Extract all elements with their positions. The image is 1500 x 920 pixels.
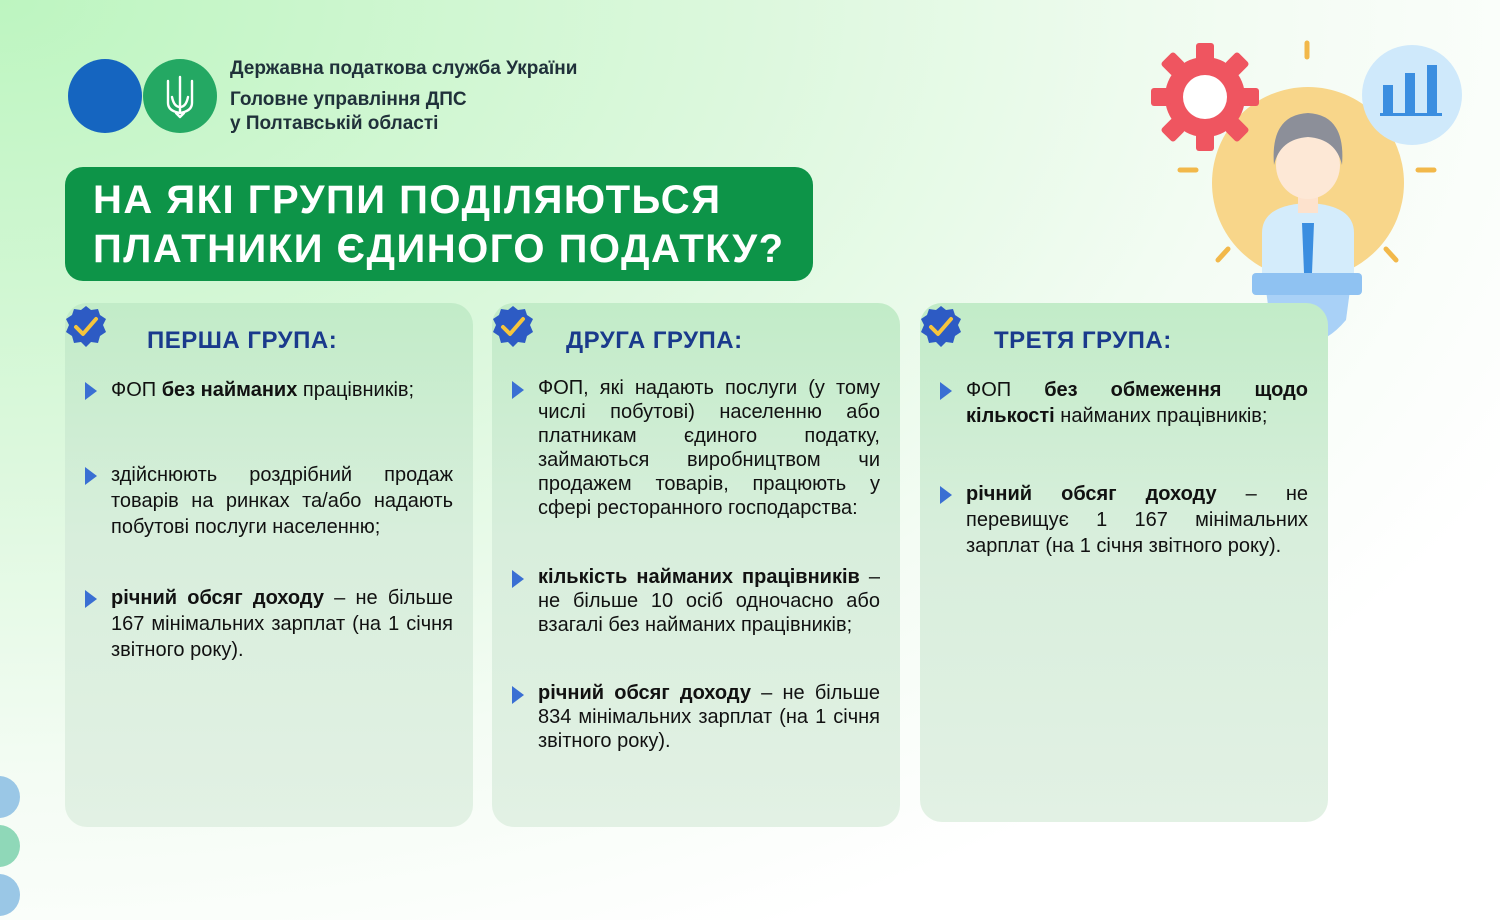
org-line-3-text: у Полтавській області xyxy=(230,113,439,134)
group-item xyxy=(966,377,1308,429)
item-bold-text: кількість найманих працівників xyxy=(538,566,860,588)
arrow-icon xyxy=(85,467,97,485)
item-text: ФОП, які надають послуги (у тому числі побутові) населенню або платникам єдиного податку, займаються виробництвом чи продажем товарів, працюють у сфері ресторанного господарства: xyxy=(538,377,880,519)
org-line-2 xyxy=(230,88,577,136)
organization-name xyxy=(230,56,577,136)
group-card-third xyxy=(920,303,1328,822)
arrow-icon xyxy=(512,686,524,704)
group-item xyxy=(538,376,880,520)
group-item xyxy=(538,681,880,753)
arrow-icon xyxy=(940,486,952,504)
group-card-first xyxy=(65,303,473,827)
group-item xyxy=(538,565,880,637)
group-item xyxy=(111,377,453,403)
item-text: здійснюють роздрібний продаж товарів на ринках та/або надають побутові послуги населенню; xyxy=(111,464,453,538)
group-title: ТРЕТЯ ГРУПА: xyxy=(994,327,1172,354)
item-text: ФОП xyxy=(966,379,1045,401)
title-line-2: ПЛАТНИКИ ЄДИНОГО ПОДАТКУ? xyxy=(93,227,785,271)
decorative-circle xyxy=(0,825,20,867)
item-bold-text: річний обсяг доходу xyxy=(111,587,324,609)
check-badge-icon xyxy=(490,304,536,350)
item-text: – не більше 167 мінімальних зарплат (на 1 січня звітного року). xyxy=(111,587,454,661)
arrow-icon xyxy=(85,590,97,608)
group-item xyxy=(966,481,1308,559)
arrow-icon xyxy=(940,382,952,400)
group-item xyxy=(111,462,453,540)
item-text: – не більше 10 осіб одночасно або взагалі без найманих працівників; xyxy=(538,566,880,636)
item-bold-text: без найманих xyxy=(161,379,298,401)
arrow-icon xyxy=(85,382,97,400)
decorative-circle xyxy=(0,776,20,818)
gear-icon xyxy=(1151,43,1259,151)
group-title: ПЕРША ГРУПА: xyxy=(147,327,338,354)
arrow-icon xyxy=(512,381,524,399)
item-bold-text: без обмеження щодо кількості xyxy=(966,379,1308,427)
item-text: ФОП xyxy=(111,379,162,401)
item-text: працівників; xyxy=(297,379,415,401)
item-text: найманих працівників; xyxy=(1054,405,1268,427)
group-card-second xyxy=(492,303,900,827)
title-line-1: НА ЯКІ ГРУПИ ПОДІЛЯЮТЬСЯ xyxy=(93,178,722,222)
decorative-circle xyxy=(0,874,20,916)
arrow-icon xyxy=(512,570,524,588)
item-bold-text: річний обсяг доходу xyxy=(966,483,1217,505)
page-title xyxy=(65,167,813,281)
check-badge-icon xyxy=(918,304,964,350)
org-line-2-text: Головне управління ДПС xyxy=(230,89,467,110)
group-title: ДРУГА ГРУПА: xyxy=(566,327,743,354)
dps-logo xyxy=(68,59,218,134)
item-text: – не більше 834 мінімальних зарплат (на 1 січня звітного року). xyxy=(538,682,881,752)
bar-chart-icon xyxy=(1362,45,1462,145)
item-bold-text: річний обсяг доходу xyxy=(538,682,751,704)
check-badge-icon xyxy=(63,304,109,350)
group-item xyxy=(111,585,453,663)
item-text: – не перевищує 1 167 мінімальних зарплат (на 1 січня звітного року). xyxy=(966,483,1308,557)
org-line-1: Державна податкова служба України xyxy=(230,58,578,79)
